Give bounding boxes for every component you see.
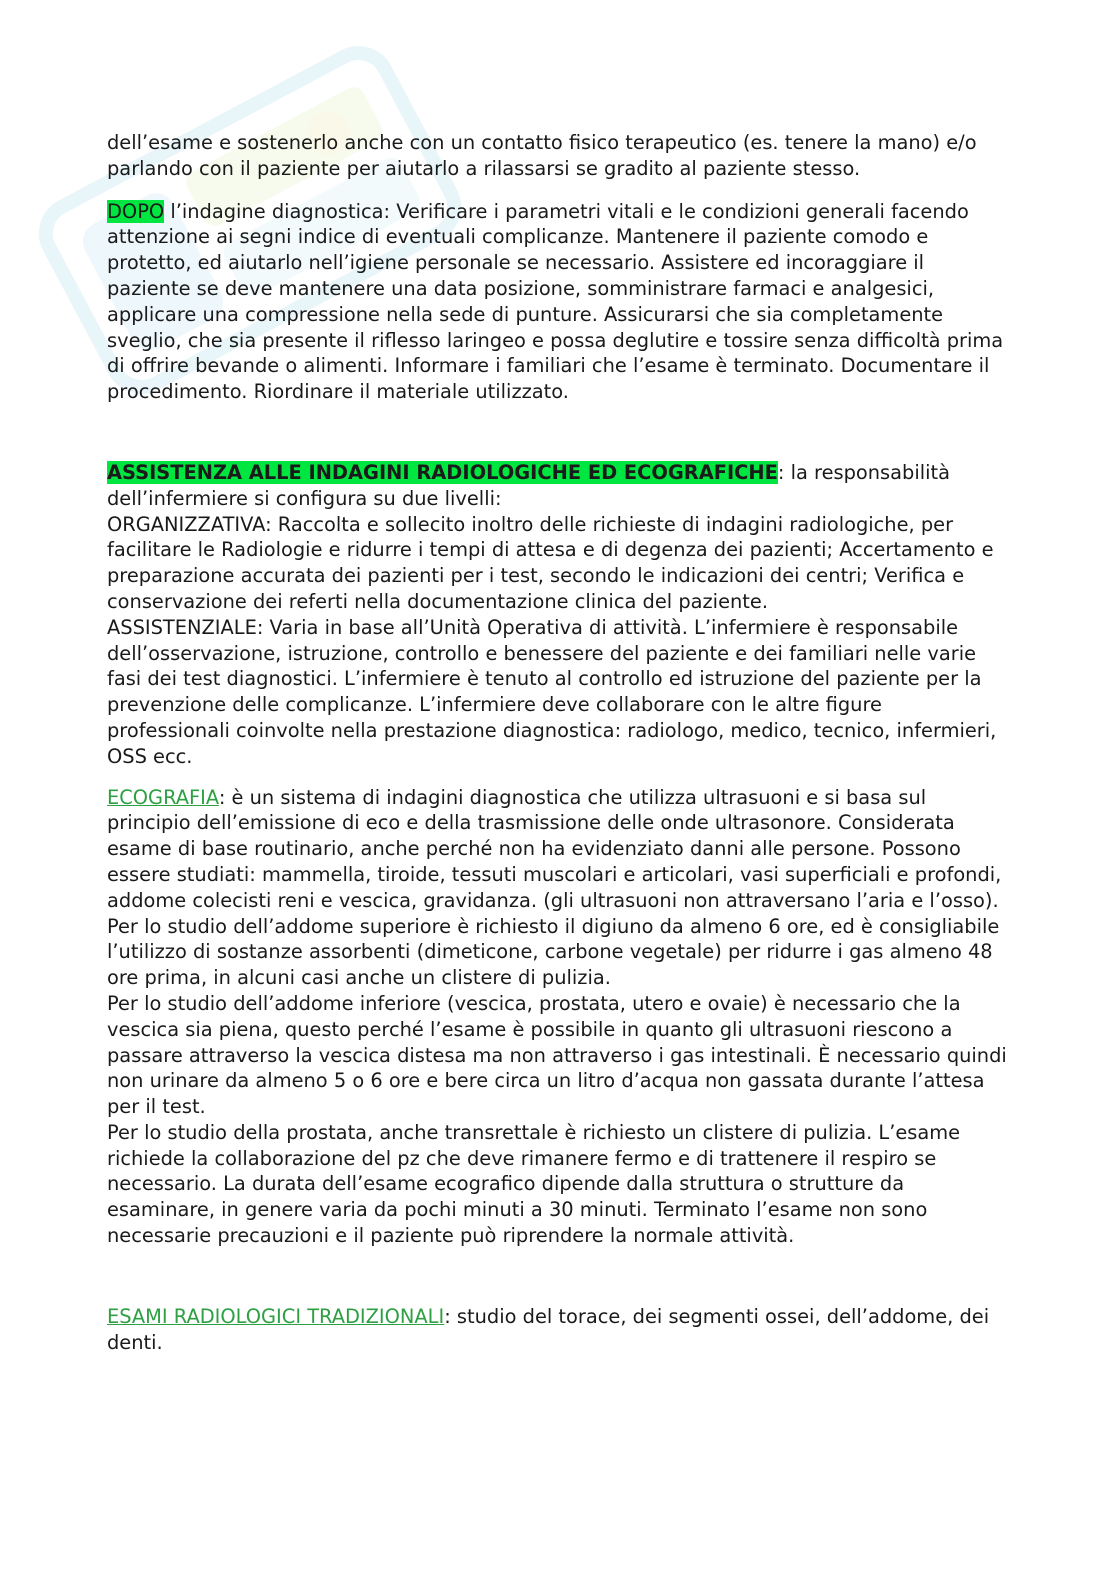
ecografia-link[interactable]: ECOGRAFIA bbox=[107, 785, 219, 809]
assistenza-paragraph bbox=[107, 460, 1007, 512]
ecografia-paragraph-2: Per lo studio dell’addome superiore è richiesto il digiuno da almeno 6 ore, ed è consigliabile l’utilizzo di sostanze assorbenti (dimeticone, carbone vegetale) per ridurre i gas almeno 48 ore prima, in alcuni casi anche un clistere di pulizia. bbox=[107, 914, 1000, 990]
ecografia-paragraph-4: Per lo studio della prostata, anche transrettale è richiesto un clistere di pulizia. L’esame richiede la collaborazione del pz che deve rimanere fermo e di trattenere il respiro se necessario. La durata dell’esame ecografico dipende dalla struttura o strutture da esaminare, in genere varia da pochi minuti a 30 minuti. Terminato l’esame non sono necessarie precauzioni e il paziente può riprendere la normale attività. bbox=[107, 1120, 961, 1248]
ecografia-paragraph bbox=[107, 785, 1007, 914]
dopo-text: l’indagine diagnostica: Verificare i parametri vitali e le condizioni generali facendo attenzione ai segni indice di eventuali complicanze. Mantenere il paziente comodo e protetto, ed aiutarlo nell’igiene personale se necessario. Assistere ed incoraggiare il paziente se deve mantenere una data posizione, somministrare farmaci e analgesici, applicare una compressione nella sede di punture. Assicurarsi che sia completamente sveglio, che sia presente il riflesso laringeo e possa deglutire e tossire senza difficoltà prima di offrire bevande o alimenti. Informare i familiari che l’esame è terminato. Documentare il procedimento. Riordinare il materiale utilizzato. bbox=[107, 199, 1004, 404]
assistenza-title: ASSISTENZA ALLE INDAGINI RADIOLOGICHE ED ECOGRAFICHE bbox=[107, 460, 778, 484]
assistenziale-paragraph: ASSISTENZIALE: Varia in base all’Unità Operativa di attività. L’infermiere è responsabile dell’osservazione, istruzione, controllo e benessere del paziente e dei familiari nelle varie fasi dei test diagnostici. L’infermiere è tenuto al controllo ed istruzione del paziente per la prevenzione delle complicanze. L’infermiere deve collaborare con le altre figure professionali coinvolte nella prestazione diagnostica: radiologo, medico, tecnico, infermieri, OSS ecc. bbox=[107, 615, 997, 768]
dopo-paragraph bbox=[107, 199, 1007, 405]
esami-link[interactable]: ESAMI RADIOLOGICI TRADIZIONALI bbox=[107, 1304, 445, 1328]
assistenza-intro: : la responsabilità dell’infermiere si configura su due livelli: bbox=[107, 460, 951, 510]
esami-text: : studio del torace, dei segmenti ossei, dell’addome, dei denti. bbox=[107, 1304, 990, 1354]
dopo-label: DOPO bbox=[107, 199, 165, 223]
intro-paragraph: dell’esame e sostenerlo anche con un contatto fisico terapeutico (es. tenere la mano) e/o parlando con il paziente per aiutarlo a rilassarsi se gradito al paziente stesso. bbox=[107, 131, 977, 180]
ecografia-paragraph-3: Per lo studio dell’addome inferiore (vescica, prostata, utero e ovaie) è necessario che la vescica sia piena, questo perché l’esame è possibile in quanto gli ultrasuoni riescono a passare attraverso la vescica distesa ma non attraverso i gas intestinali. È necessario quindi non urinare da almeno 5 o 6 ore e bere circa un litro d’acqua non gassata durante l’attesa per il test. bbox=[107, 991, 1007, 1119]
ecografia-text: : è un sistema di indagini diagnostica che utilizza ultrasuoni e si basa sul principio dell’emissione di eco e della trasmissione delle onde ultrasonore. Considerata esame di base routinario, anche perché non ha evidenziato danni alle persone. Possono essere studiati: mammella, tiroide, tessuti muscolari e articolari, vasi superficiali e profondi, addome colecisti reni e vescica, gravidanza. (gli ultrasuoni non attraversano l’aria e l’osso). bbox=[107, 785, 1002, 912]
esami-paragraph bbox=[107, 1304, 1007, 1356]
organizzativa-paragraph: ORGANIZZATIVA: Raccolta e sollecito inoltro delle richieste di indagini radiologiche, per facilitare le Radiologie e ridurre i tempi di attesa e di degenza dei pazienti; Accertamento e preparazione accurata dei pazienti per i test, secondo le indicazioni dei centri; Verifica e conservazione dei referti nella documentazione clinica del paziente. bbox=[107, 512, 994, 613]
document-page bbox=[107, 130, 1007, 1355]
